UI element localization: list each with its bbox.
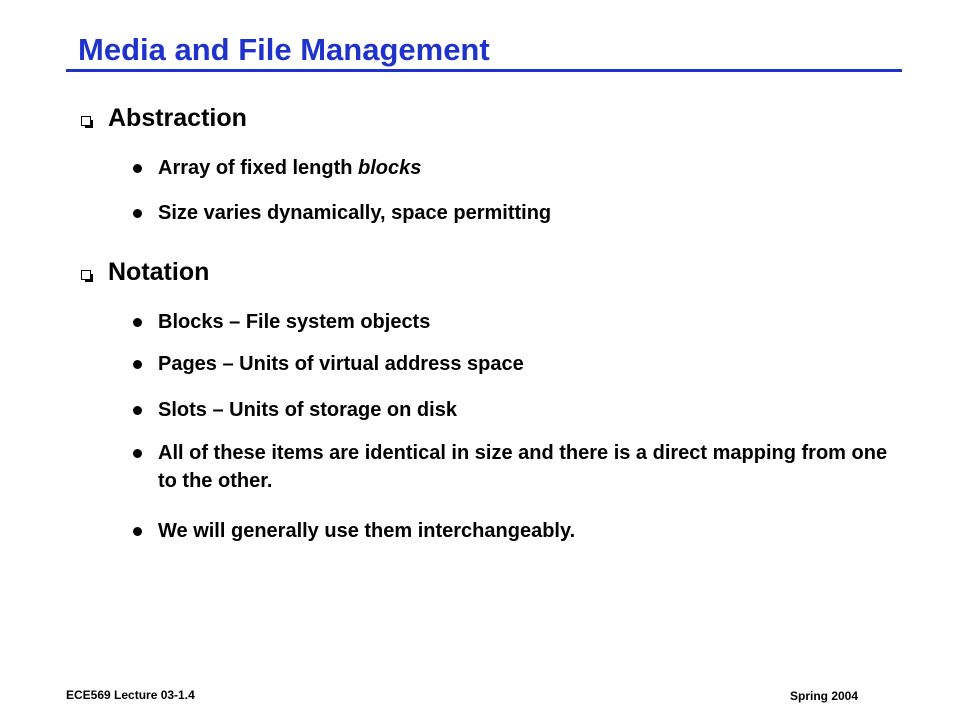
slide-title: Media and File Management <box>78 32 490 67</box>
list-item-text: Pages – Units of virtual address space <box>158 353 524 375</box>
footer-course-label: ECE569 Lecture 03-1.4 <box>66 688 195 702</box>
list-item-text: Slots – Units of storage on disk <box>158 399 457 421</box>
title-underline <box>66 69 902 72</box>
section-heading: Notation <box>108 258 210 286</box>
list-item-text: All of these items are identical in size and there is a direct mapping from one to the other. <box>158 442 888 492</box>
round-bullet-icon <box>133 360 142 369</box>
list-item-text: Blocks – File system objects <box>158 311 431 333</box>
round-bullet-icon <box>133 209 142 218</box>
checkbox-bullet-icon <box>81 270 91 280</box>
round-bullet-icon <box>133 164 142 173</box>
section-heading: Abstraction <box>108 104 247 132</box>
list-item-text: Array of fixed length blocks <box>158 157 422 179</box>
emphasis-text: blocks <box>358 157 422 179</box>
list-item-text: Size varies dynamically, space permitting <box>158 202 552 224</box>
footer-term-label: Spring 2004 <box>790 689 859 703</box>
round-bullet-icon <box>133 527 142 536</box>
round-bullet-icon <box>133 318 142 327</box>
round-bullet-icon <box>133 449 142 458</box>
list-item-text: We will generally use them interchangeably. <box>158 520 576 542</box>
round-bullet-icon <box>133 406 142 415</box>
checkbox-bullet-icon <box>81 116 91 126</box>
